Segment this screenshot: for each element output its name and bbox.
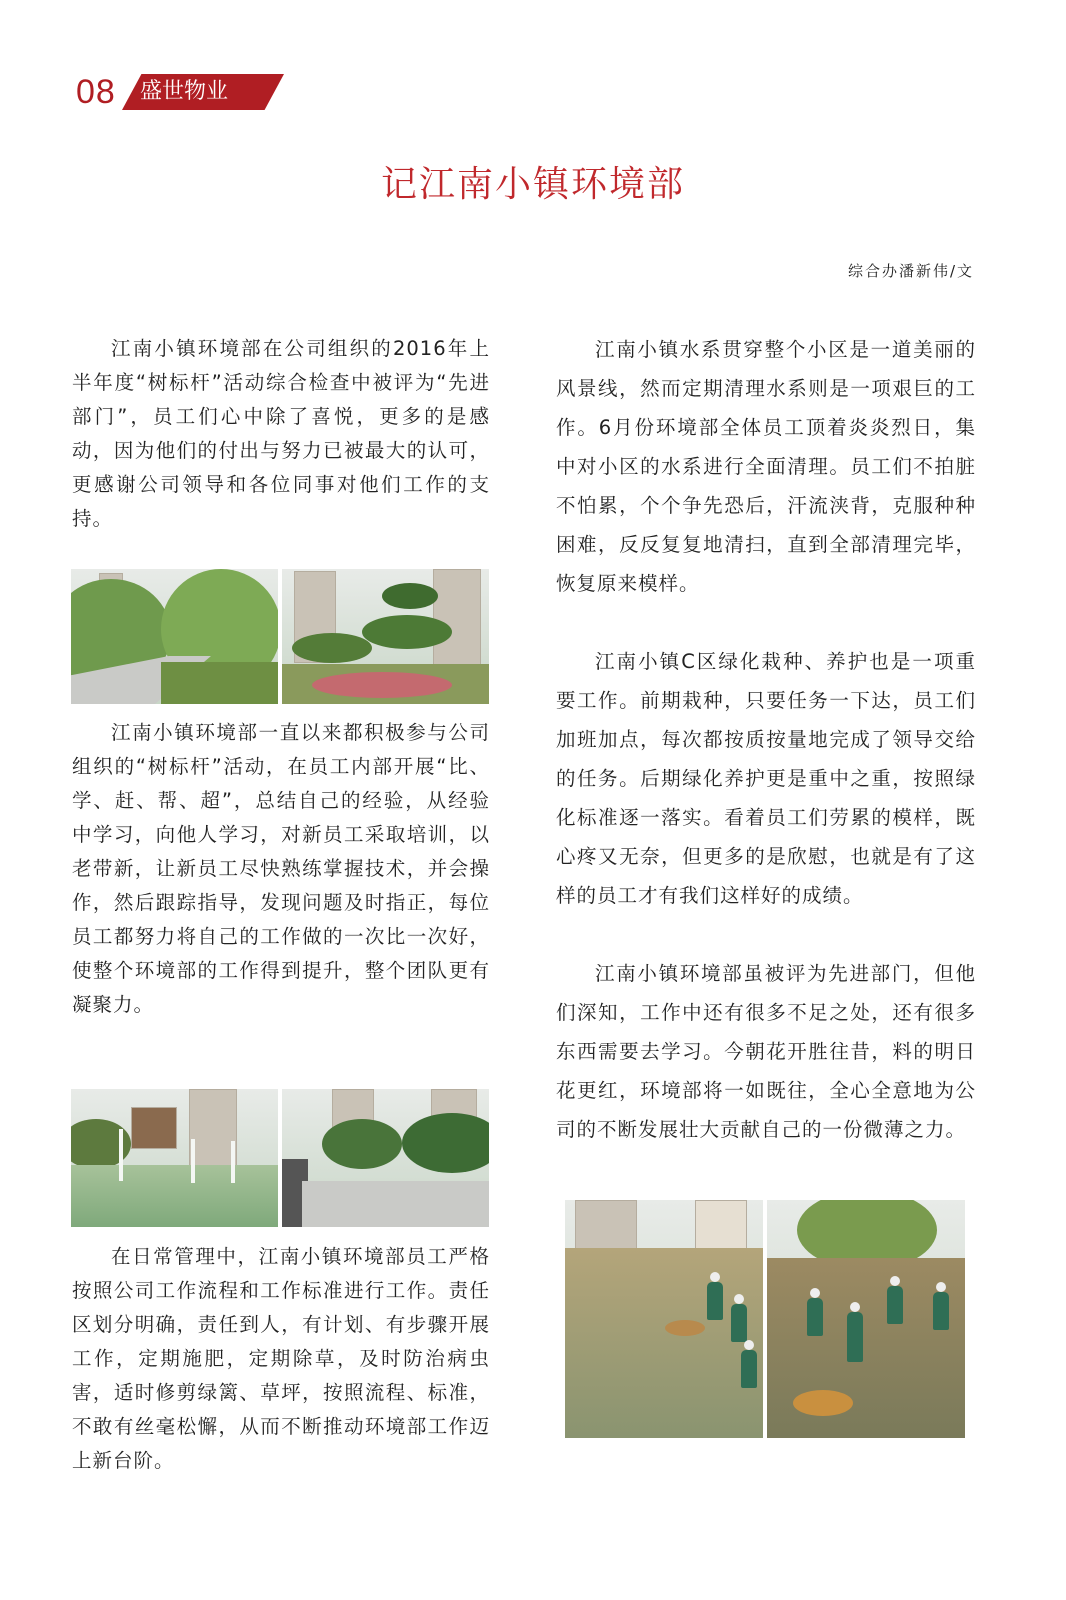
photo-garden-path	[71, 569, 278, 704]
photo-strip-water	[71, 1089, 489, 1227]
photo-strip-greenery	[71, 569, 489, 704]
magazine-name: 盛世物业	[140, 79, 229, 104]
photo-fountain-pond	[71, 1089, 278, 1227]
photo-strip-cleaning	[565, 1200, 965, 1438]
left-paragraph-1: 江南小镇环境部在公司组织的2016年上半年度“树标杆”活动综合检查中被评为“先进部门”，员工们心中除了喜悦，更多的是感动，因为他们的付出与努力已被最大的认可，更感谢公司领导和各位同事对他们工作的支持。	[72, 337, 490, 530]
photo-walkway-trees	[282, 1089, 489, 1227]
photo-workers-cleaning-2	[767, 1200, 965, 1438]
article-byline: 综合办潘新伟/文	[847, 262, 974, 280]
right-paragraph-1: 江南小镇水系贯穿整个小区是一道美丽的风景线，然而定期清理水系则是一项艰巨的工作。6月份环境部全体员工顶着炎炎烈日，集中对小区的水系进行全面清理。员工们不拍脏不怕累，个个争先恐后，汗流浃背，克服种种困难，反反复复地清扫，直到全部清理完毕，恢复原来模样。	[556, 338, 976, 595]
photo-bonsai-garden	[282, 569, 489, 704]
photo-workers-cleaning-1	[565, 1200, 763, 1438]
article-title: 记江南小镇环境部	[380, 164, 685, 205]
right-paragraph-2: 江南小镇C区绿化栽种、养护也是一项重要工作。前期栽种，只要任务一下达，员工们加班加点，每次都按质按量地完成了领导交给的任务。后期绿化养护更是重中之重，按照绿化标准逐一落实。看着员工们劳累的模样，既心疼又无奈，但更多的是欣慰，也就是有了这样的员工才有我们这样好的成绩。	[556, 650, 976, 907]
right-paragraph-3: 江南小镇环境部虽被评为先进部门，但他们深知，工作中还有很多不足之处，还有很多东西需要去学习。今朝花开胜往昔，料的明日花更红，环境部将一如既往，全心全意地为公司的不断发展壮大贡献自己的一份微薄之力。	[556, 962, 976, 1141]
left-paragraph-2: 江南小镇环境部一直以来都积极参与公司组织的“树标杆”活动，在员工内部开展“比、学、赶、帮、超”，总结自己的经验，从经验中学习，向他人学习，对新员工采取培训，以老带新，让新员工尽快熟练掌握技术，并会操作，然后跟踪指导，发现问题及时指正，每位员工都努力将自己的工作做的一次比一次好，使整个环境部的工作得到提升，整个团队更有凝聚力。	[72, 721, 490, 1016]
left-paragraph-3: 在日常管理中，江南小镇环境部员工严格按照公司工作流程和工作标准进行工作。责任区划分明确，责任到人，有计划、有步骤开展工作，定期施肥，定期除草，及时防治病虫害，适时修剪绿篱、草坪，按照流程、标准，不敢有丝毫松懈，从而不断推动环境部工作迈上新台阶。	[72, 1245, 490, 1472]
page-number: 08	[76, 73, 116, 111]
